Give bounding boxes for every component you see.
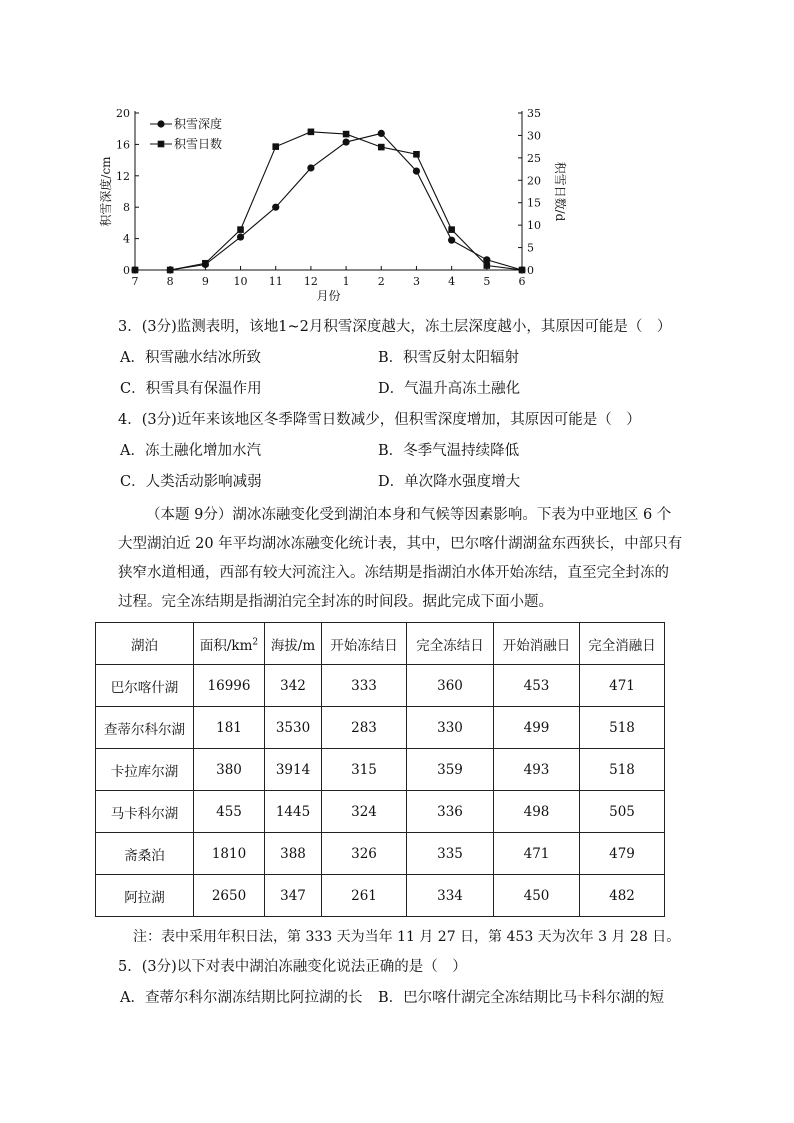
left-tick-label: 8: [123, 201, 130, 215]
left-tick-label: 12: [116, 169, 130, 183]
right-axis-title: 积雪日数/d: [553, 161, 567, 222]
table-cell: 450: [494, 875, 580, 917]
table-row: [96, 665, 665, 707]
x-tick-label: 11: [268, 275, 283, 288]
table-cell: 283: [322, 707, 407, 749]
table-cell: 315: [322, 749, 407, 791]
table-cell: 479: [580, 833, 665, 875]
table-cell: 2650: [194, 875, 265, 917]
table-cell: 333: [322, 665, 407, 707]
left-tick-label: 4: [123, 232, 130, 246]
snow-days-point: [378, 144, 385, 151]
question-3-option-b[interactable]: B．积雪反射太阳辐射: [378, 350, 520, 366]
table-header: 开始消融日: [494, 623, 580, 665]
table-header-row: [96, 623, 665, 665]
series-line-snow-depth: [135, 133, 522, 270]
table-cell: 查蒂尔科尔湖: [96, 707, 194, 749]
table-cell: 334: [407, 875, 494, 917]
right-tick-label: 35: [527, 107, 541, 120]
passage-text: （本题 9分）湖冰冻融变化受到湖泊本身和气候等因素影响。下表为中亚地区 6 个大型湖泊近 20 年平均湖冰冻融变化统计表，其中，巴尔喀什湖湖盆东西狭长，中部只有狭窄水道相通，西部有较大河流注入。冻结期是指湖泊水体开始冻结，直至完全封冻的过程。完全冻结期是指湖泊完全封冻的时间段。据此完成下面小题。: [118, 507, 683, 610]
x-tick-label: 6: [518, 275, 526, 288]
table-cell: 471: [494, 833, 580, 875]
x-tick-label: 2: [377, 275, 385, 288]
table-cell: 335: [407, 833, 494, 875]
question-3-option-d[interactable]: D．气温升高冻土融化: [378, 381, 521, 397]
snow-days-point: [448, 226, 455, 233]
table-header: 完全冻结日: [407, 623, 494, 665]
table-cell: 482: [580, 875, 665, 917]
table-cell: 马卡科尔湖: [96, 791, 194, 833]
table-cell: 360: [407, 665, 494, 707]
chart-axes: [98, 107, 568, 303]
snow-days-point: [343, 131, 350, 138]
table-cell: 261: [322, 875, 407, 917]
question-3-option-a[interactable]: A．积雪融水结冰所致: [120, 350, 261, 366]
question-3-stem: 3．(3分)监测表明，该地1~2月积雪深度越大，冻土层深度越小，其原因可能是（ ）: [118, 319, 672, 335]
snow-days-point: [202, 260, 209, 267]
x-tick-label: 8: [166, 275, 174, 288]
table-cell: 3914: [265, 749, 322, 791]
question-4-option-a[interactable]: A．冻土融化增加水汽: [120, 443, 261, 459]
table-cell: 498: [494, 791, 580, 833]
table-cell: 181: [194, 707, 265, 749]
table-cell: 1810: [194, 833, 265, 875]
table-cell: 518: [580, 707, 665, 749]
table-cell: 471: [580, 665, 665, 707]
question-5-stem: 5．(3分)以下对表中湖泊冻融变化说法正确的是（ ）: [118, 959, 467, 975]
series-line-snow-days: [135, 132, 522, 270]
table-note: 注：表中采用年积日法，第 333 天为当年 11 月 27 日，第 453 天为次年 3 月 28 日。: [133, 929, 681, 945]
table-header: 完全消融日: [580, 623, 665, 665]
table-cell: 336: [407, 791, 494, 833]
x-tick-label: 3: [412, 275, 420, 288]
chart-legend: [150, 116, 222, 151]
snow-days-point: [308, 129, 315, 136]
table-header: 海拔/m: [265, 623, 322, 665]
table-row: [96, 791, 665, 833]
x-tick-label: 1: [342, 275, 350, 288]
table-cell: 455: [194, 791, 265, 833]
table-cell: 330: [407, 707, 494, 749]
table-cell: 326: [322, 833, 407, 875]
legend-label: 积雪深度: [174, 117, 223, 131]
table-cell: 505: [580, 791, 665, 833]
table-cell: 卡拉库尔湖: [96, 749, 194, 791]
table-cell: 3530: [265, 707, 322, 749]
x-axis-title: 月份: [316, 289, 341, 303]
right-tick-label: 15: [527, 196, 541, 210]
question-4-option-d[interactable]: D．单次降水强度增大: [378, 474, 521, 490]
right-tick-label: 0: [527, 264, 534, 277]
passage: [118, 501, 683, 617]
table-cell: 342: [265, 665, 322, 707]
table-cell: 阿拉湖: [96, 875, 194, 917]
legend-marker-square: [158, 141, 165, 148]
snow-depth-point: [413, 167, 420, 174]
snow-depth-point: [378, 130, 385, 137]
snow-depth-point: [272, 204, 279, 211]
question-3-option-c[interactable]: C．积雪具有保温作用: [120, 381, 262, 397]
x-tick-label: 9: [201, 275, 209, 288]
table-row: [96, 833, 665, 875]
question-4-option-b[interactable]: B．冬季气温持续降低: [378, 443, 520, 459]
table-row: [96, 707, 665, 749]
table-cell: 斋桑泊: [96, 833, 194, 875]
snow-days-point: [484, 262, 491, 269]
snow-days-point: [519, 267, 526, 274]
table-row: [96, 875, 665, 917]
table-cell: 493: [494, 749, 580, 791]
legend-label: 积雪日数: [174, 137, 223, 151]
question-4-option-c[interactable]: C．人类活动影响减弱: [120, 474, 262, 490]
snow-days-point: [167, 267, 174, 274]
left-tick-label: 20: [116, 107, 130, 120]
table-header: 面积$/km^2$: [194, 623, 265, 665]
table-cell: 347: [265, 875, 322, 917]
question-5-option-b[interactable]: B．巴尔喀什湖完全冻结期比马卡科尔湖的短: [378, 990, 665, 1006]
legend-marker-circle: [157, 120, 164, 127]
right-tick-label: 25: [527, 151, 541, 165]
table-cell: 380: [194, 749, 265, 791]
x-tick-label: 4: [448, 275, 456, 288]
right-tick-label: 20: [527, 174, 541, 188]
table-cell: 16996: [194, 665, 265, 707]
x-tick-label: 5: [483, 275, 491, 288]
table-cell: 1445: [265, 791, 322, 833]
left-tick-label: 16: [116, 138, 130, 152]
left-tick-label: 0: [123, 264, 130, 277]
x-tick-label: 10: [233, 275, 248, 288]
snow-days-point: [413, 151, 420, 158]
right-tick-label: 30: [527, 129, 541, 143]
lake-freeze-table: [95, 622, 665, 917]
table-cell: 518: [580, 749, 665, 791]
left-axis-title: 积雪深度/cm: [99, 156, 113, 227]
snow-chart: [98, 100, 578, 315]
table-row: [96, 749, 665, 791]
snow-depth-point: [342, 138, 349, 145]
table-cell: 324: [322, 791, 407, 833]
snow-days-point: [237, 226, 244, 233]
snow-depth-point: [307, 164, 314, 171]
x-tick-label: 12: [303, 275, 318, 288]
table-cell: 359: [407, 749, 494, 791]
table-cell: 453: [494, 665, 580, 707]
x-tick-label: 7: [131, 275, 139, 288]
snow-days-point: [132, 267, 139, 274]
snow-days-point: [272, 143, 279, 150]
snow-depth-point: [237, 233, 244, 240]
right-tick-label: 5: [527, 241, 534, 255]
snow-depth-point: [448, 237, 455, 244]
question-5-option-a[interactable]: A．查蒂尔科尔湖冻结期比阿拉湖的长: [120, 990, 363, 1006]
table-header: 开始冻结日: [322, 623, 407, 665]
table-header: 湖泊: [96, 623, 194, 665]
table-cell: 巴尔喀什湖: [96, 665, 194, 707]
question-4-stem: 4．(3分)近年来该地区冬季降雪日数减少，但积雪深度增加，其原因可能是（ ）: [118, 412, 641, 428]
table-cell: 388: [265, 833, 322, 875]
right-tick-label: 10: [527, 219, 541, 233]
table-cell: 499: [494, 707, 580, 749]
